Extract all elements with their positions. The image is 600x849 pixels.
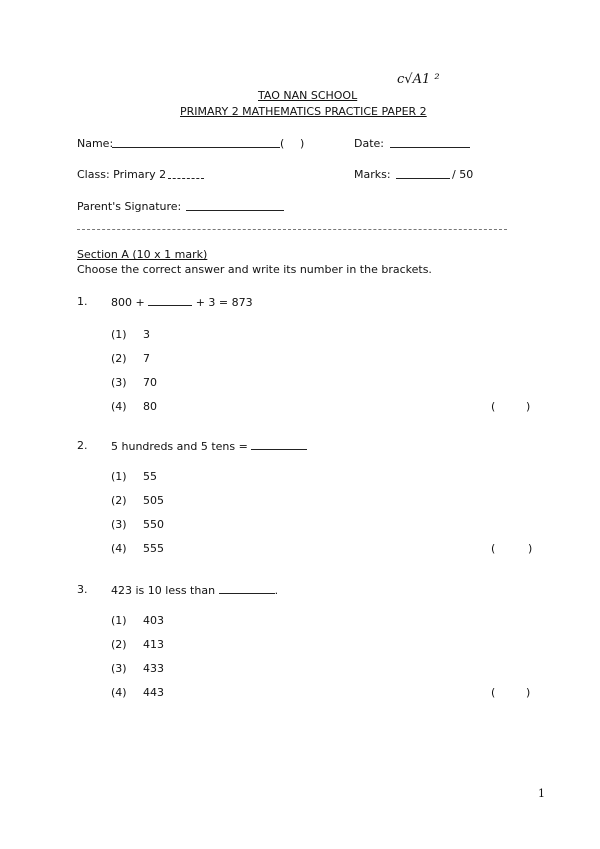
- question-text: [111, 439, 307, 453]
- option-number: (1): [111, 328, 127, 341]
- option-number: (4): [111, 400, 127, 413]
- date-field[interactable]: [390, 137, 470, 148]
- class-field[interactable]: [168, 168, 204, 179]
- option-number: (1): [111, 614, 127, 627]
- option-number: (2): [111, 352, 127, 365]
- option-number: (4): [111, 686, 127, 699]
- marks-field[interactable]: [396, 168, 450, 179]
- option: [111, 518, 164, 531]
- name-field[interactable]: [112, 137, 280, 148]
- option-number: (4): [111, 542, 127, 555]
- option: [111, 470, 157, 483]
- option-number: (2): [111, 494, 127, 507]
- answer-bracket-close: ): [528, 542, 533, 555]
- date-label: Date:: [354, 137, 384, 150]
- page-number: 1: [538, 787, 545, 800]
- name-bracket-open: (: [280, 137, 285, 150]
- answer-blank[interactable]: [148, 295, 192, 306]
- option-number: (3): [111, 662, 127, 675]
- question-text-before: 800 +: [111, 296, 145, 309]
- answer-blank[interactable]: [251, 439, 307, 450]
- option-value: 505: [143, 494, 164, 507]
- question-number: 2.: [77, 439, 88, 452]
- option-value: 550: [143, 518, 164, 531]
- answer-bracket-close: ): [526, 400, 531, 413]
- paper-title: PRIMARY 2 MATHEMATICS PRACTICE PAPER 2: [180, 105, 427, 118]
- option: [111, 400, 157, 413]
- question-text-after: .: [274, 584, 279, 597]
- question-number: 3.: [77, 583, 88, 596]
- option-value: 80: [143, 400, 157, 413]
- option: [111, 376, 157, 389]
- option-number: (3): [111, 376, 127, 389]
- marks-label: Marks:: [354, 168, 391, 181]
- option: [111, 614, 164, 627]
- answer-blank[interactable]: [219, 583, 275, 594]
- option-value: 403: [143, 614, 164, 627]
- option: [111, 662, 164, 675]
- option: [111, 686, 164, 699]
- option: [111, 638, 164, 651]
- option: [111, 494, 164, 507]
- option-value: 70: [143, 376, 157, 389]
- school-name: TAO NAN SCHOOL: [258, 89, 358, 102]
- question-number: 1.: [77, 295, 88, 308]
- option-value: 433: [143, 662, 164, 675]
- option-number: (1): [111, 470, 127, 483]
- class-label: Class: Primary 2: [77, 168, 167, 181]
- option-value: 443: [143, 686, 164, 699]
- question-text-after: + 3 = 873: [195, 296, 253, 309]
- answer-bracket-open: (: [491, 400, 496, 413]
- section-title: Section A (10 x 1 mark): [77, 248, 208, 261]
- handwritten-mark: c√A1 ²: [397, 72, 440, 87]
- name-label: Name:: [77, 137, 114, 150]
- answer-bracket-open: (: [491, 542, 496, 555]
- option-value: 7: [143, 352, 150, 365]
- answer-bracket-open: (: [491, 686, 496, 699]
- parent-signature-label: Parent's Signature:: [77, 200, 182, 213]
- answer-bracket-close: ): [526, 686, 531, 699]
- option-number: (3): [111, 518, 127, 531]
- option: [111, 352, 150, 365]
- option: [111, 328, 150, 341]
- parent-signature-field[interactable]: [186, 200, 284, 211]
- question-text: [111, 295, 253, 309]
- section-instruction: Choose the correct answer and write its number in the brackets.: [77, 263, 432, 276]
- option-value: 555: [143, 542, 164, 555]
- name-bracket-close: ): [300, 137, 305, 150]
- option-value: 3: [143, 328, 150, 341]
- option-value: 413: [143, 638, 164, 651]
- marks-total: / 50: [452, 168, 474, 181]
- question-text-before: 5 hundreds and 5 tens =: [111, 440, 248, 453]
- separator: [77, 229, 507, 230]
- question-text-before: 423 is 10 less than: [111, 584, 216, 597]
- question-text: [111, 583, 278, 597]
- option-value: 55: [143, 470, 157, 483]
- option-number: (2): [111, 638, 127, 651]
- option: [111, 542, 164, 555]
